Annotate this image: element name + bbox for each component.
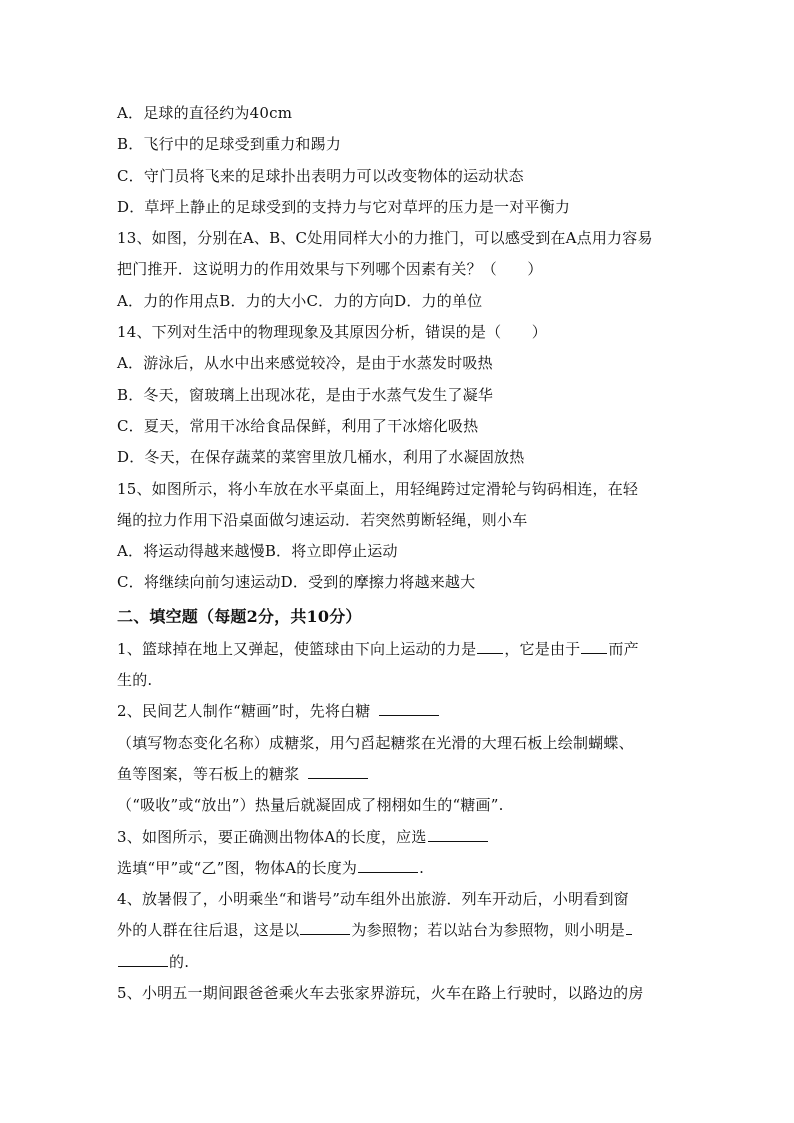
q13-stem-line2: 把门推开．这说明力的作用效果与下列哪个因素有关？（ ） bbox=[117, 260, 543, 279]
q13-stem-line1: 13、如图，分别在A、B、C处用同样大小的力推门，可以感受到在A点用力容易 bbox=[117, 229, 653, 248]
fill4-text-line2a: 外的人群在往后退，这是以 bbox=[117, 921, 300, 940]
fill3-line1 bbox=[117, 822, 682, 853]
q14-stem: 14、下列对生活中的物理现象及其原因分析，错误的是（ ） bbox=[117, 323, 547, 342]
q12-option-b: B．飞行中的足球受到重力和踢力 bbox=[117, 135, 342, 154]
q14-option-c: C．夏天，常用干冰给食品保鲜，利用了干冰熔化吸热 bbox=[117, 416, 479, 435]
fill1-blank-2[interactable] bbox=[581, 638, 607, 654]
fill4-blank-2-start[interactable] bbox=[626, 919, 632, 935]
q13-options: A．力的作用点B．力的大小C．力的方向D．力的单位 bbox=[117, 291, 483, 310]
fill4-line2 bbox=[117, 915, 682, 946]
fill4-text-line3b: 的. bbox=[169, 952, 190, 971]
fill1-line1 bbox=[117, 634, 682, 665]
fill1-blank-1[interactable] bbox=[477, 638, 503, 654]
fill3-line2 bbox=[117, 853, 682, 884]
fill4-line3 bbox=[117, 947, 682, 978]
section-heading-fill-in: 二、填空题（每题2分，共10分） bbox=[117, 606, 362, 626]
q12-option-c: C．守门员将飞来的足球扑出表明力可以改变物体的运动状态 bbox=[117, 166, 524, 185]
document-page bbox=[117, 98, 682, 1009]
fill2-text-line3: 鱼等图案，等石板上的糖浆 bbox=[117, 764, 300, 783]
fill3-blank-2[interactable] bbox=[358, 857, 418, 873]
q14-option-b: B．冬天，窗玻璃上出现冰花，是由于水蒸气发生了凝华 bbox=[117, 385, 494, 404]
fill2-text-line1: 2、民间艺人制作“糖画”时，先将白糖 bbox=[117, 702, 371, 721]
fill2-line2: （填写物态变化名称）成糖浆，用勺舀起糖浆在光滑的大理石板上绘制蝴蝶、 bbox=[117, 733, 634, 752]
fill5-line1: 5、小明五一期间跟爸爸乘火车去张家界游玩，火车在路上行驶时，以路边的房 bbox=[117, 984, 644, 1003]
fill1-text-part2: ，它是由于 bbox=[504, 639, 581, 658]
fill3-text-line2b: . bbox=[419, 858, 425, 877]
q15-stem-line2: 绳的拉力作用下沿桌面做匀速运动．若突然剪断轻绳，则小车 bbox=[117, 510, 528, 529]
fill1-text-part3: 而产 bbox=[608, 639, 639, 658]
q15-options-cd: C．将继续向前匀速运动D．受到的摩擦力将越来越大 bbox=[117, 573, 476, 592]
q14-option-d: D．冬天，在保存蔬菜的菜窖里放几桶水，利用了水凝固放热 bbox=[117, 448, 525, 467]
fill4-blank-2-end[interactable] bbox=[118, 951, 168, 967]
fill4-text-line2b: 为参照物；若以站台为参照物，则小明是 bbox=[351, 921, 626, 940]
q14-option-a: A．游泳后，从水中出来感觉较冷，是由于水蒸发时吸热 bbox=[117, 354, 493, 373]
fill3-text-line2a: 选填“甲”或“乙”图，物体A的长度为 bbox=[117, 858, 358, 877]
fill4-line1: 4、放暑假了，小明乘坐“和谐号”动车组外出旅游．列车开动后，小明看到窗 bbox=[117, 890, 629, 909]
q12-option-d: D．草坪上静止的足球受到的支持力与它对草坪的压力是一对平衡力 bbox=[117, 197, 571, 216]
q15-stem-line1: 15、如图所示，将小车放在水平桌面上，用轻绳跨过定滑轮与钩码相连，在轻 bbox=[117, 479, 639, 498]
fill3-blank-1[interactable] bbox=[428, 826, 488, 842]
fill3-text-line1: 3、如图所示，要正确测出物体A的长度，应选 bbox=[117, 827, 427, 846]
fill1-text-part1: 1、篮球掉在地上又弹起，使篮球由下向上运动的力是 bbox=[117, 639, 477, 658]
q15-options-ab: A．将运动得越来越慢B．将立即停止运动 bbox=[117, 542, 398, 561]
fill2-line3 bbox=[117, 759, 682, 790]
fill2-blank-2[interactable] bbox=[308, 763, 368, 779]
fill2-line4: （“吸收”或“放出”）热量后就凝固成了栩栩如生的“糖画”. bbox=[117, 796, 504, 815]
fill4-blank-1[interactable] bbox=[300, 919, 350, 935]
fill2-blank-1[interactable] bbox=[379, 700, 439, 716]
q12-option-a: A．足球的直径约为40cm bbox=[117, 104, 293, 122]
fill2-line1 bbox=[117, 696, 682, 727]
fill1-line2: 生的. bbox=[117, 671, 153, 690]
